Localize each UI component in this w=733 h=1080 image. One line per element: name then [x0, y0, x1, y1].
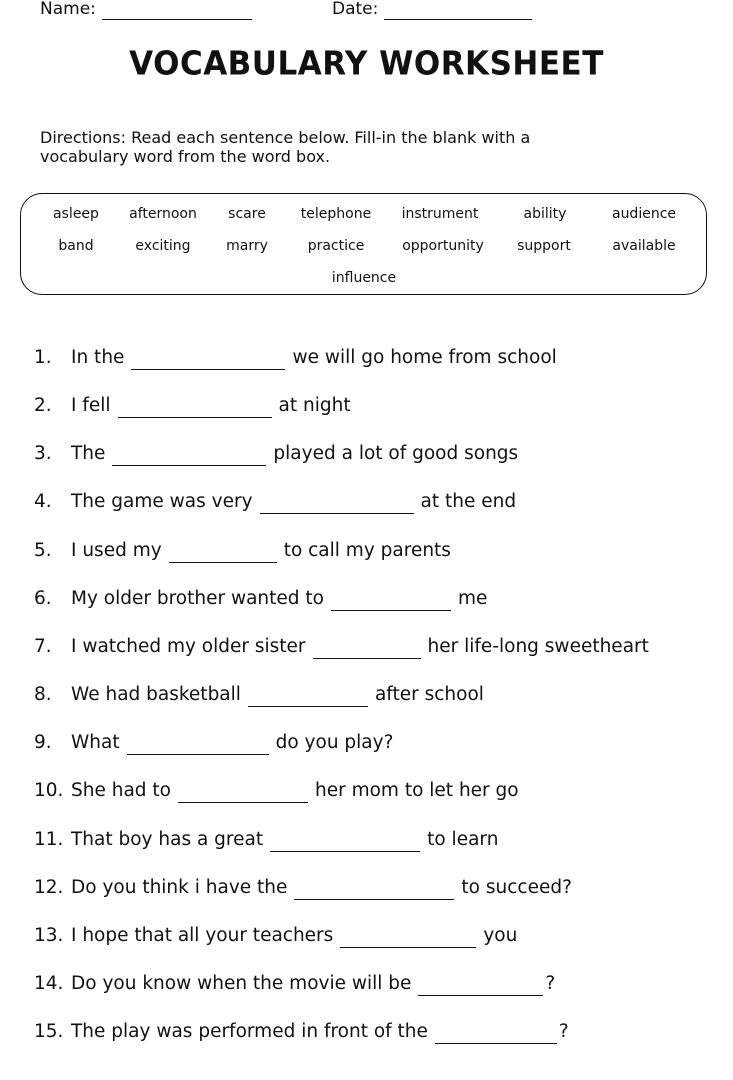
answer-blank[interactable]: [248, 686, 368, 707]
word-box-item: telephone: [300, 206, 372, 222]
question-number: 2.: [34, 395, 52, 416]
question-text-after: at the end: [420, 491, 517, 512]
question-number: 13.: [34, 925, 64, 946]
word-box-item: instrument: [401, 206, 479, 222]
question-item: [34, 731, 393, 755]
question-number: 10.: [34, 780, 64, 801]
answer-blank[interactable]: [270, 831, 420, 852]
answer-blank[interactable]: [118, 397, 272, 418]
answer-blank[interactable]: [340, 927, 476, 948]
question-text-before: Do you know when the movie will be: [71, 973, 412, 994]
question-text-before: I fell: [71, 395, 111, 416]
question-number: 11.: [34, 829, 64, 850]
answer-blank[interactable]: [260, 493, 414, 514]
question-number: 3.: [34, 443, 52, 464]
word-box-item: influence: [331, 270, 397, 286]
question-text-before: That boy has a great: [71, 829, 264, 850]
worksheet-title: VOCABULARY WORKSHEET: [129, 45, 604, 83]
answer-blank[interactable]: [435, 1023, 557, 1044]
question-item: [34, 683, 484, 707]
word-box-item: asleep: [53, 206, 99, 222]
word-box-item: exciting: [135, 238, 191, 254]
answer-blank[interactable]: [313, 638, 421, 659]
question-text-before: My older brother wanted to: [71, 588, 324, 609]
answer-blank[interactable]: [294, 879, 454, 900]
question-number: 7.: [34, 636, 52, 657]
question-text-after: to call my parents: [283, 540, 451, 561]
question-text-after: ?: [558, 1021, 569, 1042]
question-text-after: after school: [374, 684, 484, 705]
question-text-before: The play was performed in front of the: [71, 1021, 428, 1042]
word-box-item: audience: [611, 206, 677, 222]
question-text-after: at night: [278, 395, 351, 416]
question-text-after: her mom to let her go: [315, 780, 519, 801]
word-box-item: scare: [228, 206, 266, 222]
question-number: 5.: [34, 540, 52, 561]
question-text-after: played a lot of good songs: [273, 443, 519, 464]
answer-blank[interactable]: [169, 542, 277, 563]
answer-blank[interactable]: [127, 734, 269, 755]
question-text-before: We had basketball: [71, 684, 241, 705]
answer-blank[interactable]: [331, 590, 451, 611]
question-item: [34, 635, 649, 659]
word-box-item: support: [517, 238, 571, 254]
word-box-item: afternoon: [129, 206, 197, 222]
question-text-before: I used my: [71, 540, 162, 561]
question-number: 15.: [34, 1021, 64, 1042]
question-text-after: ?: [545, 973, 556, 994]
question-item: [34, 394, 351, 418]
question-text-after: her life-long sweetheart: [427, 636, 649, 657]
question-item: [34, 539, 451, 563]
question-item: [34, 924, 517, 948]
answer-blank[interactable]: [112, 445, 266, 466]
question-text-before: Do you think i have the: [71, 877, 288, 898]
word-box-item: band: [58, 238, 94, 254]
date-blank[interactable]: [384, 1, 532, 20]
question-item: [34, 587, 487, 611]
question-text-after: to succeed?: [461, 877, 572, 898]
question-text-before: I hope that all your teachers: [71, 925, 334, 946]
question-text-after: you: [483, 925, 518, 946]
question-item: [34, 972, 555, 996]
question-text-after: do you play?: [275, 732, 394, 753]
question-text-before: She had to: [71, 780, 171, 801]
question-number: 14.: [34, 973, 64, 994]
answer-blank[interactable]: [178, 782, 308, 803]
question-item: [34, 1020, 569, 1044]
word-box-item: marry: [226, 238, 268, 254]
question-number: 1.: [34, 347, 52, 368]
date-field: [332, 0, 532, 20]
directions-text: Directions: Read each sentence below. Fill-in the blank with a vocabulary word from the word box.: [40, 128, 531, 166]
question-text-before: The: [71, 443, 106, 464]
question-text-before: The game was very: [71, 491, 253, 512]
question-text-after: to learn: [427, 829, 499, 850]
question-number: 6.: [34, 588, 52, 609]
word-box-item: practice: [307, 238, 365, 254]
answer-blank[interactable]: [131, 349, 285, 370]
question-number: 4.: [34, 491, 52, 512]
question-text-before: What: [71, 732, 120, 753]
question-item: [34, 828, 498, 852]
word-box: [20, 193, 707, 295]
question-item: [34, 779, 519, 803]
word-box-item: ability: [523, 206, 567, 222]
question-item: [34, 442, 518, 466]
word-box-item: available: [612, 238, 676, 254]
question-text-after: me: [458, 588, 488, 609]
answer-blank[interactable]: [418, 975, 543, 996]
question-number: 9.: [34, 732, 52, 753]
date-label: Date:: [332, 0, 379, 19]
question-text-before: I watched my older sister: [71, 636, 306, 657]
question-number: 8.: [34, 684, 52, 705]
question-number: 12.: [34, 877, 64, 898]
question-item: [34, 490, 516, 514]
name-blank[interactable]: [102, 1, 252, 20]
question-item: [34, 346, 557, 370]
question-text-after: we will go home from school: [292, 347, 557, 368]
name-label: Name:: [40, 0, 96, 19]
word-box-item: opportunity: [402, 238, 484, 254]
question-item: [34, 876, 572, 900]
question-text-before: In the: [71, 347, 125, 368]
name-field: [40, 0, 252, 20]
